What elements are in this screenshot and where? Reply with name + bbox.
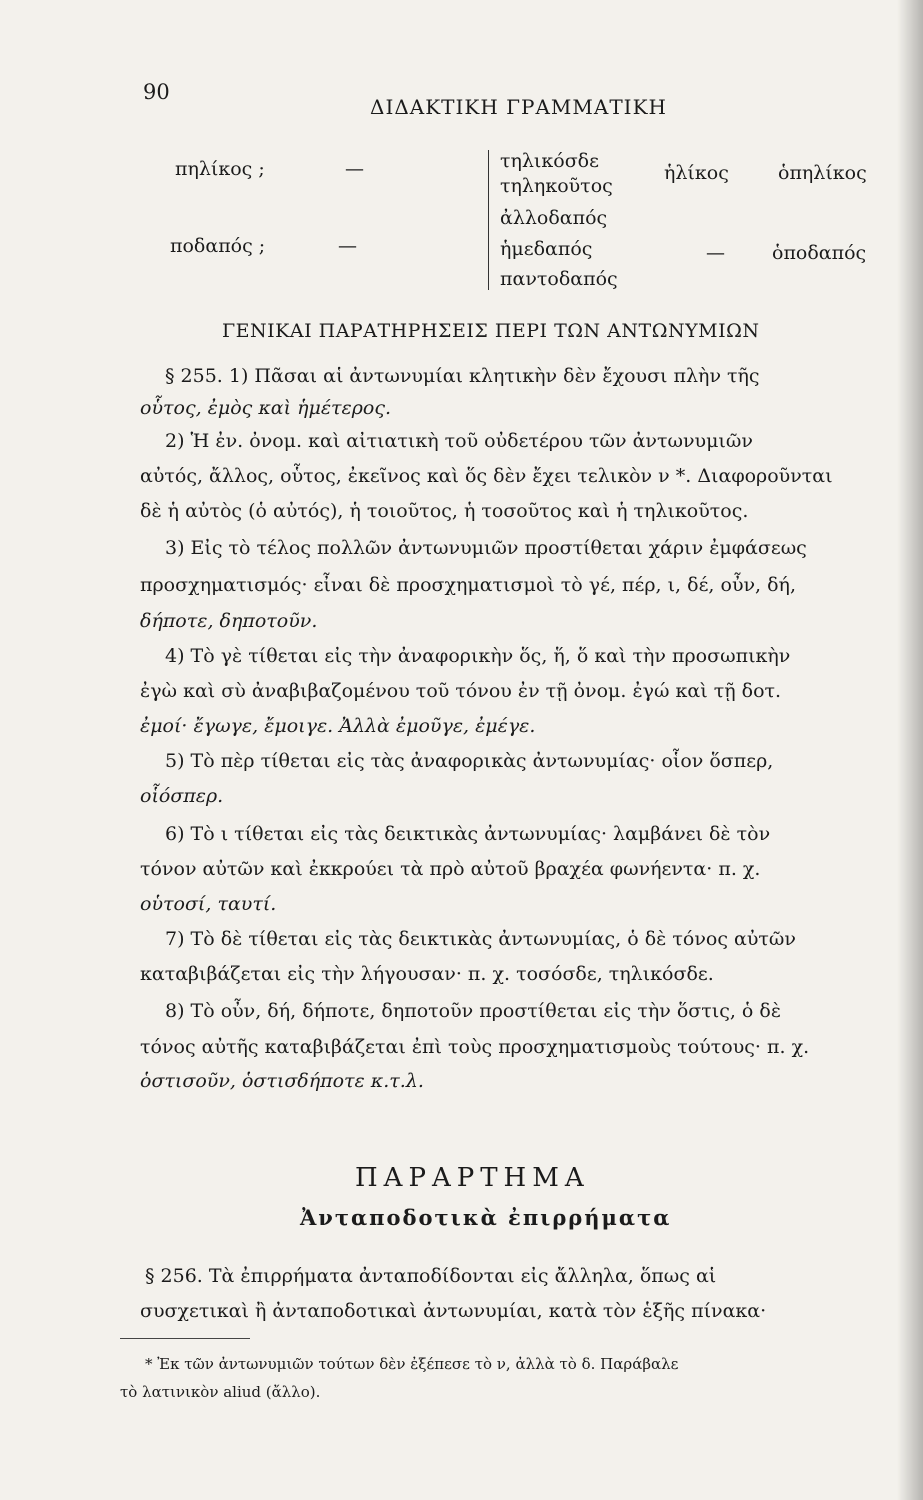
text-line-13: οἷόσπερ. bbox=[140, 785, 224, 807]
text-line-6: 3) Εἰς τὸ τέλος πολλῶν ἀντωνυμιῶν προστίθεται χάριν ἐμφάσεως bbox=[165, 537, 807, 559]
page-edge-shadow bbox=[897, 0, 923, 1500]
text-line-2: οὗτος, ἐμὸς καὶ ἡμέτερος. bbox=[140, 397, 392, 419]
table-hopelikos: ὁπηλίκος bbox=[778, 162, 867, 184]
page-number: 90 bbox=[143, 80, 170, 104]
table-telekoutos: τηληκοῦτος bbox=[500, 175, 613, 197]
table-telikosde: τηλικόσδε bbox=[500, 150, 599, 172]
text-line-16: οὑτοσί, ταυτί. bbox=[140, 893, 277, 915]
appendix-line-1: § 256. Τὰ ἐπιρρήματα ἀνταποδίδονται εἰς ἄλληλα, ὅπως αἱ bbox=[145, 1265, 717, 1287]
table-dash-1: — bbox=[345, 158, 364, 180]
table-hemedapos: ἡμεδαπός bbox=[500, 238, 593, 260]
text-line-21: ὁστισοῦν, ὁστισδήποτε κ.τ.λ. bbox=[140, 1070, 424, 1092]
table-q-pelikos: πηλίκος ; bbox=[175, 158, 265, 180]
text-line-3: 2) Ἡ ἐν. ὀνομ. καὶ αἰτιατικὴ τοῦ οὐδετέρου τῶν ἀντωνυμιῶν bbox=[165, 430, 753, 452]
footnote-rule bbox=[120, 1338, 250, 1339]
appendix-title: ΠΑΡΑΡΤΗΜΑ bbox=[355, 1163, 590, 1193]
text-line-4: αὐτός, ἄλλος, οὗτος, ἐκεῖνος καὶ ὅς δὲν ἔχει τελικὸν ν *. Διαφοροῦνται bbox=[140, 465, 833, 487]
text-line-12: 5) Τὸ πὲρ τίθεται εἰς τὰς ἀναφορικὰς ἀντωνυμίας· οἷον ὅσπερ, bbox=[165, 750, 774, 772]
footnote-line-1: * Ἐκ τῶν ἀντωνυμιῶν τούτων δὲν ἐξέπεσε τὸ ν, ἀλλὰ τὸ δ. Παράβαλε bbox=[145, 1355, 679, 1373]
appendix-line-2: συσχετικαὶ ἢ ἀνταποδοτικαὶ ἀντωνυμίαι, κατὰ τὸν ἑξῆς πίνακα· bbox=[140, 1300, 767, 1322]
text-line-8: δήποτε, δηποτοῦν. bbox=[140, 610, 318, 632]
text-line-1: § 255. 1) Πᾶσαι αἱ ἀντωνυμίαι κλητικὴν δὲν ἔχουσι πλὴν τῆς bbox=[165, 365, 760, 387]
text-line-17: 7) Τὸ δὲ τίθεται εἰς τὰς δεικτικὰς ἀντωνυμίας, ὁ δὲ τόνος αὐτῶν bbox=[165, 928, 796, 950]
section-title: ΓΕΝΙΚΑΙ ΠΑΡΑΤΗΡΗΣΕΙΣ ΠΕΡΙ ΤΩΝ ΑΝΤΩΝΥΜΙΩΝ bbox=[222, 320, 760, 342]
table-brace bbox=[488, 150, 499, 290]
table-helikos: ἡλίκος bbox=[664, 162, 729, 184]
text-line-18: καταβιβάζεται εἰς τὴν λήγουσαν· π. χ. τοσόσδε, τηλικόσδε. bbox=[140, 963, 714, 985]
appendix-subtitle: Ἀνταποδοτικὰ ἐπιρρήματα bbox=[300, 1205, 672, 1230]
footnote-line-2: τὸ λατινικὸν aliud (ἄλλο). bbox=[120, 1383, 321, 1401]
table-q-podapos: ποδαπός ; bbox=[170, 235, 266, 257]
table-hopodapos: ὁποδαπός bbox=[772, 242, 867, 264]
table-dash-3: — bbox=[706, 242, 725, 264]
text-line-15: τόνον αὐτῶν καὶ ἐκκρούει τὰ πρὸ αὐτοῦ βραχέα φωνήεντα· π. χ. bbox=[140, 858, 761, 880]
text-line-20: τόνος αὐτῆς καταβιβάζεται ἐπὶ τοὺς προσχηματισμοὺς τούτους· π. χ. bbox=[140, 1036, 810, 1058]
text-line-10: ἐγὼ καὶ σὺ ἀναβιβαζομένου τοῦ τόνου ἐν τῇ ὀνομ. ἐγώ καὶ τῇ δοτ. bbox=[140, 680, 782, 702]
text-line-9: 4) Τὸ γὲ τίθεται εἰς τὴν ἀναφορικὴν ὅς, ἥ, ὅ καὶ τὴν προσωπικὴν bbox=[165, 645, 791, 667]
table-pantodapos: παντοδαπός bbox=[500, 268, 618, 290]
running-head: ΔΙΔΑΚΤΙΚΗ ΓΡΑΜΜΑΤΙΚΗ bbox=[370, 95, 667, 119]
text-line-19: 8) Τὸ οὖν, δή, δήποτε, δηποτοῦν προστίθεται εἰς τὴν ὅστις, ὁ δὲ bbox=[165, 1000, 782, 1022]
text-line-14: 6) Τὸ ι τίθεται εἰς τὰς δεικτικὰς ἀντωνυμίας· λαμβάνει δὲ τὸν bbox=[165, 823, 771, 845]
table-dash-2: — bbox=[338, 235, 357, 257]
text-line-5: δὲ ἡ αὐτὸς (ὁ αὐτός), ἡ τοιοῦτος, ἡ τοσοῦτος καὶ ἡ τηλικοῦτος. bbox=[140, 500, 749, 522]
text-line-11: ἐμοί· ἔγωγε, ἔμοιγε. Ἀλλὰ ἐμοῦγε, ἐμέγε. bbox=[140, 715, 536, 737]
table-allodapos: ἀλλοδαπός bbox=[500, 207, 608, 229]
text-line-7: προσχηματισμός· εἶναι δὲ προσχηματισμοὶ τὸ γέ, πέρ, ι, δέ, οὖν, δή, bbox=[140, 574, 796, 596]
